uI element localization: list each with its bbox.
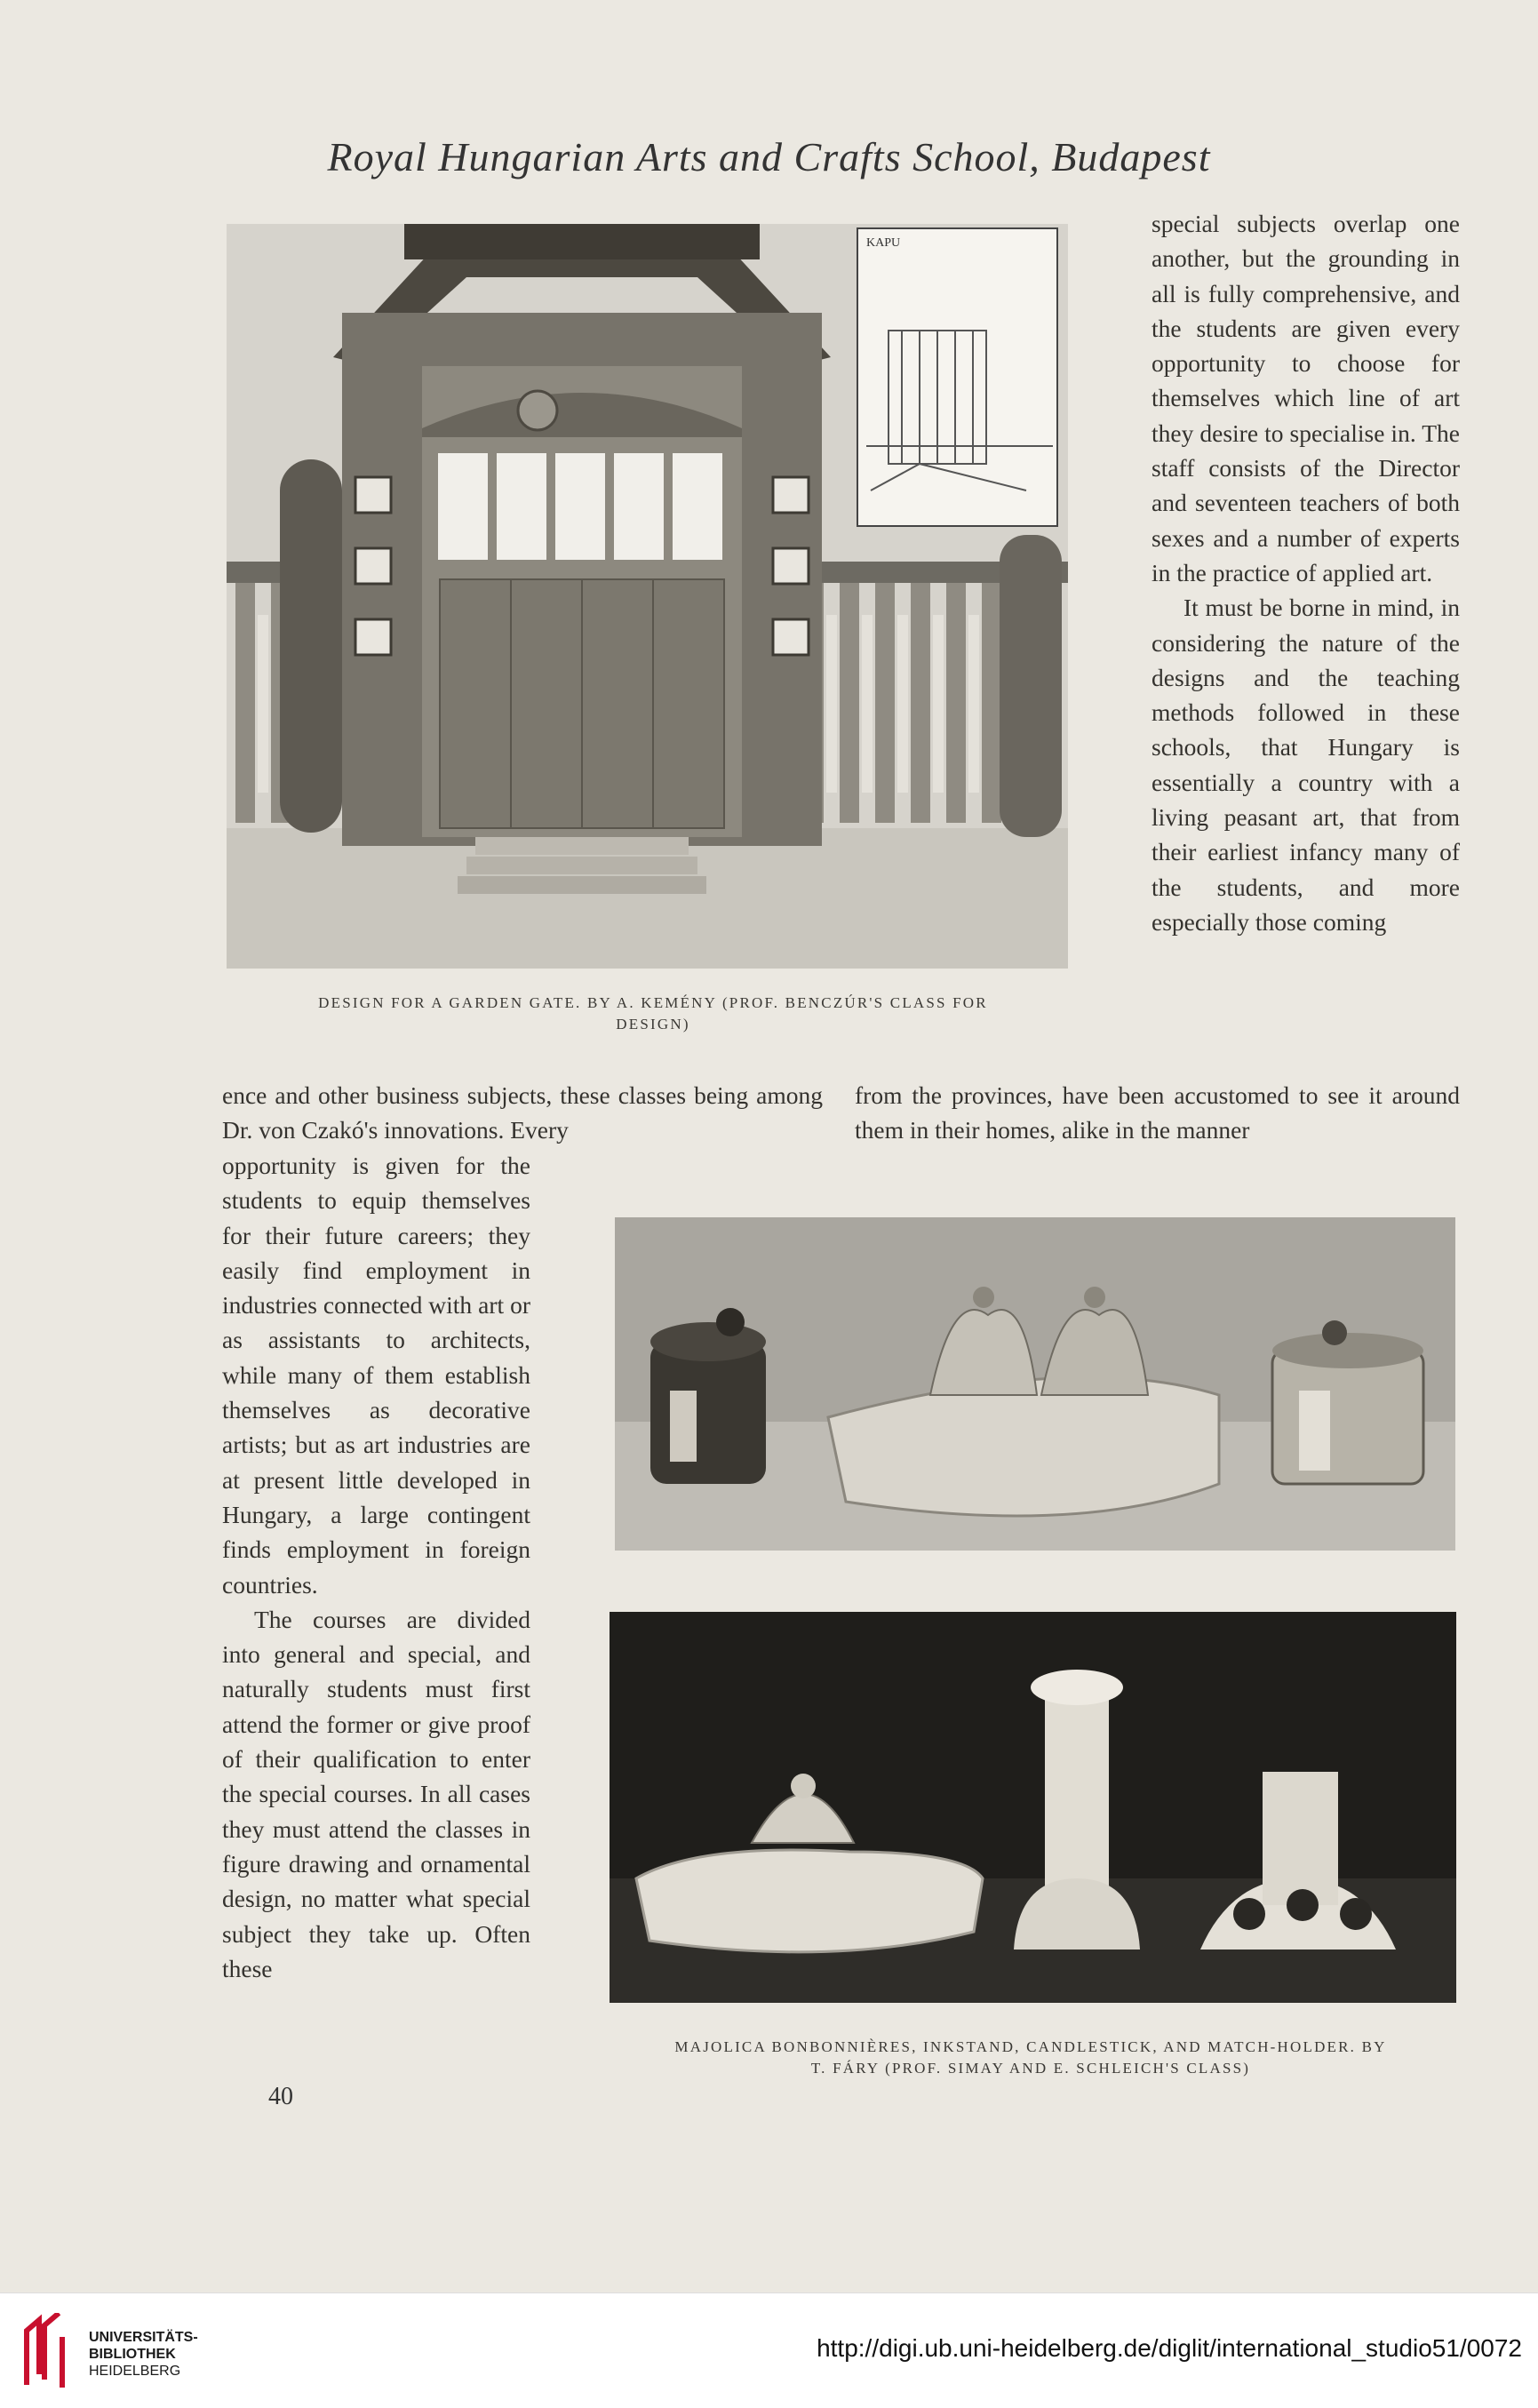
gate-caption [222, 993, 1084, 1035]
left-full-paragraph: ence and other business subjects, these classes being among Dr. von Czakó's innovations. Every [222, 1081, 823, 1144]
ceramics-caption-line-1: MAJOLICA BONBONNIÈRES, INKSTAND, CANDLESTICK, AND MATCH-HOLDER. BY [674, 2038, 1387, 2055]
ceramics-photo-top [615, 1217, 1455, 1551]
library-name-line-2: BIBLIOTHEK [89, 2347, 176, 2362]
right-column-paragraph-2: It must be borne in mind, in considering the nature of the designs and the teaching methods followed in these schools, that Hungary is essentially a country with a living peasant art, that from their earliest infancy many of the students, and more especially those coming [1152, 594, 1460, 936]
library-footer [0, 2292, 1538, 2408]
ceramics-photo-bottom [610, 1612, 1456, 2003]
source-url-link[interactable]: http://digi.ub.uni-heidelberg.de/diglit/international_studio51/0072 [817, 2334, 1522, 2362]
left-column-paragraph-1: opportunity is given for the students to equip themselves for their future careers; they easily find employment in industries connected with art or as assistants to architects, while many of them establish themselves as decorative artists; but as art industries are at present little developed in Hungary, a large contingent finds employment in foreign countries. [222, 1152, 530, 1599]
page-number: 40 [268, 2083, 293, 2110]
left-column [222, 1148, 530, 1986]
ceramics-caption-line-2: T. FÁRY (PROF. SIMAY AND E. SCHLEICH'S CLASS) [810, 2060, 1251, 2077]
garden-gate-figure [227, 224, 1068, 969]
left-column-paragraph-2: The courses are divided into general and special, and naturally students must first attend the former or give proof of their qualification to enter the special courses. In all cases they must attend the classes in figure drawing and ornamental design, no matter what special subject they take up. Often these [222, 1605, 530, 1982]
inset-label: KAPU [866, 236, 901, 250]
library-name[interactable] [89, 2329, 198, 2380]
running-header: Royal Hungarian Arts and Crafts School, Budapest [327, 134, 1211, 179]
library-name-line-1: UNIVERSITÄTS- [89, 2330, 198, 2345]
left-full-lines [222, 1078, 823, 1148]
right-full-lines [855, 1078, 1460, 1148]
gate-caption-line-1: DESIGN FOR A GARDEN GATE. BY A. KEMÉNY (PROF. BENCZÚR'S CLASS FOR [318, 994, 988, 1011]
right-column-paragraph-1: special subjects overlap one another, but the grounding in all is fully comprehensive, and the students are given every opportunity to choose for themselves which line of art they desire to specialise in. The staff consists of the Director and seventeen teachers of both sexes and a number of experts in the practice of applied art. [1152, 210, 1460, 586]
ceramics-caption [604, 2037, 1457, 2079]
library-logo-icon[interactable] [18, 2313, 75, 2388]
right-full-paragraph: from the provinces, have been accustomed to see it around them in their homes, alike in the manner [855, 1081, 1460, 1144]
right-column-top [1152, 206, 1460, 939]
library-name-line-3: HEIDELBERG [89, 2364, 181, 2379]
gate-caption-line-2: DESIGN) [616, 1016, 690, 1033]
